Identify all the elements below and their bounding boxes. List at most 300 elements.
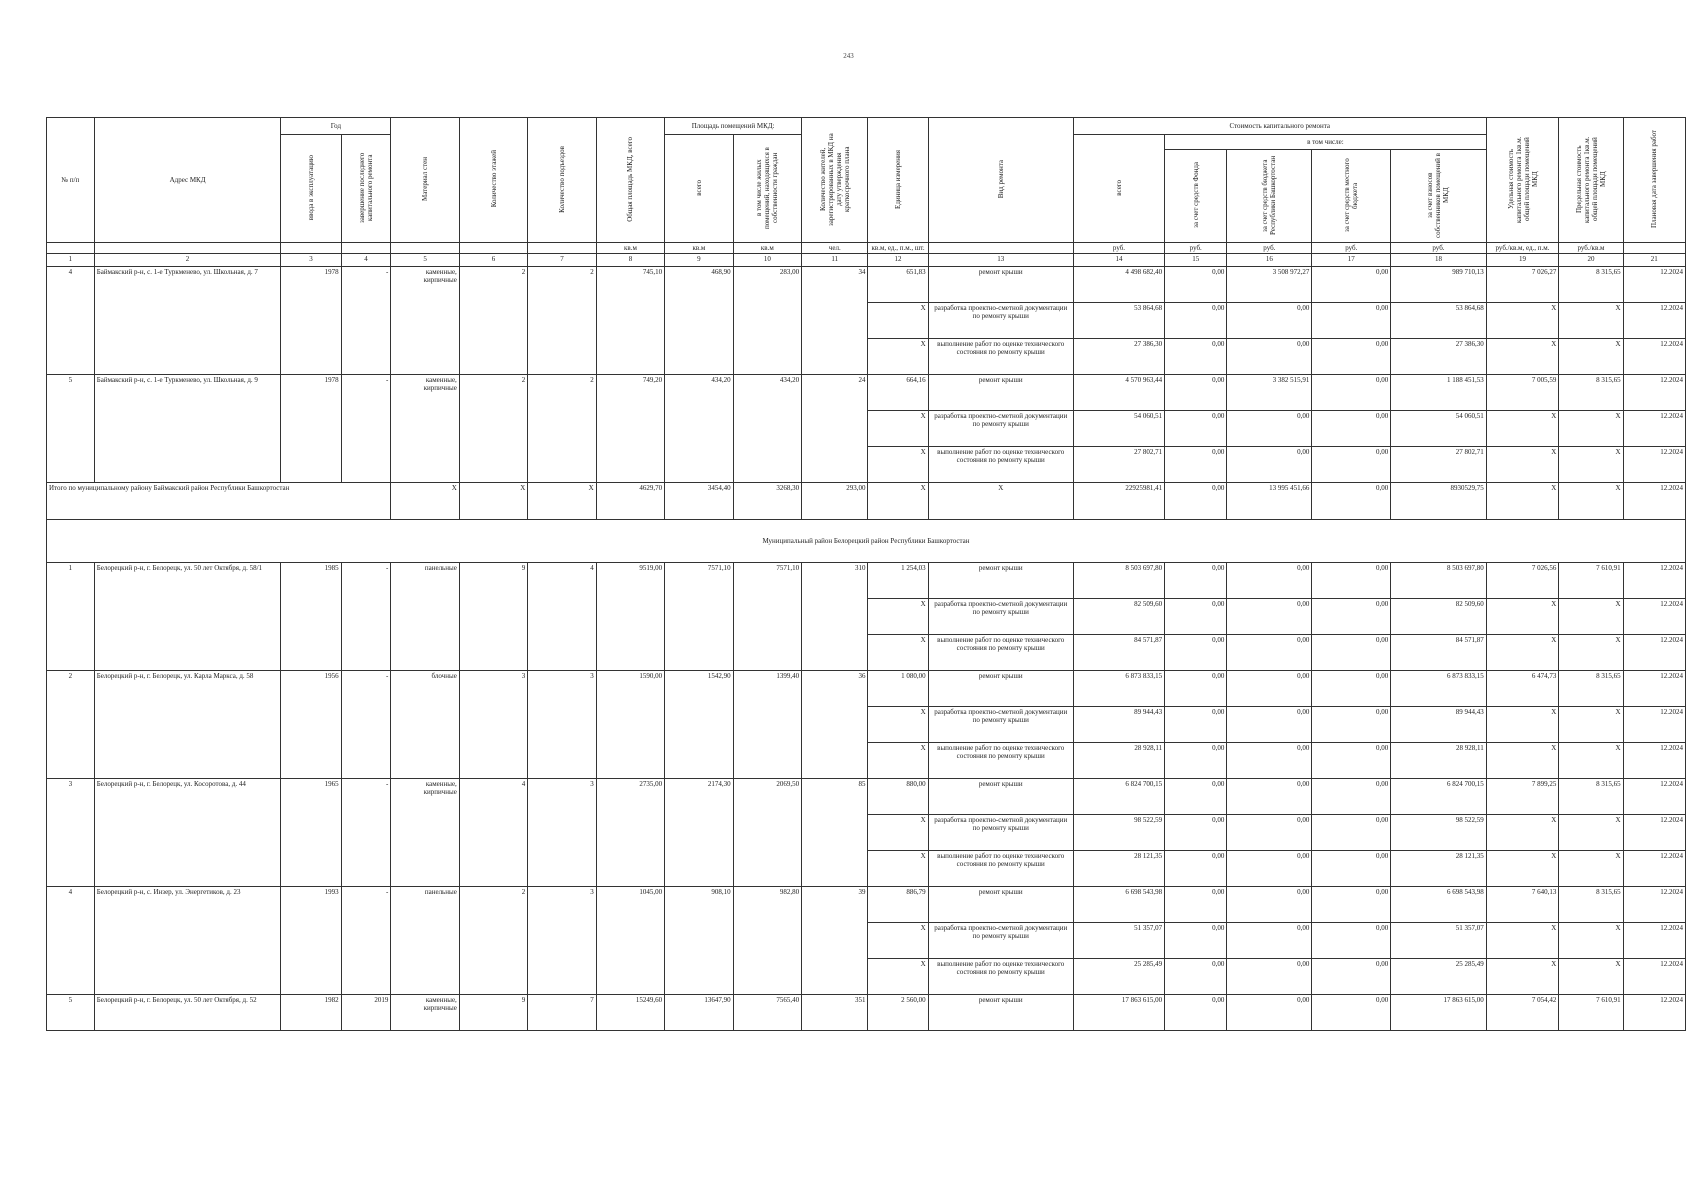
row-floors: 2 [459, 887, 527, 995]
row-residents: 24 [802, 375, 868, 483]
work-name: ремонт крыши [928, 563, 1073, 599]
work-owners: 54 060,51 [1391, 411, 1486, 447]
section-row [47, 520, 1686, 563]
work-spec-cost: X [1486, 339, 1559, 375]
work-local: 0,00 [1312, 375, 1391, 411]
work-local: 0,00 [1312, 815, 1391, 851]
unit-cell: руб. [1165, 243, 1227, 254]
capital-repair-table [46, 117, 1686, 1031]
total-max: X [1559, 483, 1623, 520]
work-date: 12.2024 [1623, 923, 1685, 959]
work-fund: 0,00 [1165, 959, 1227, 995]
work-date: 12.2024 [1623, 339, 1685, 375]
row-floors: 2 [459, 375, 527, 483]
total-row [47, 483, 1686, 520]
work-owners: 53 864,68 [1391, 303, 1486, 339]
header-republic: за счет средств бюджета Республики Башкортостан [1261, 155, 1278, 235]
work-owners: 1 188 451,53 [1391, 375, 1486, 411]
column-number: 21 [1623, 254, 1685, 267]
header-residents: Количество жителей, зарегистрированных в МКД на дату утверждения краткосрочного плана [818, 132, 851, 226]
header-year: Год [281, 118, 391, 135]
work-qty: X [868, 303, 928, 339]
total-residents: 293,00 [802, 483, 868, 520]
work-local: 0,00 [1312, 563, 1391, 599]
work-fund: 0,00 [1165, 743, 1227, 779]
work-local: 0,00 [1312, 411, 1391, 447]
header-max-cost: Предельная стоимость капитального ремонта 1кв.м. общей площади помещений МКД [1574, 135, 1607, 223]
work-max-cost: X [1559, 707, 1623, 743]
work-spec-cost: X [1486, 851, 1559, 887]
table-row [47, 995, 1686, 1031]
unit-cell: руб./кв.м, ед., п.м. [1486, 243, 1559, 254]
row-last-repair: - [341, 779, 391, 887]
total-area-owners: 3268,30 [733, 483, 801, 520]
work-qty: X [868, 851, 928, 887]
column-number: 9 [665, 254, 733, 267]
work-republic: 0,00 [1227, 851, 1312, 887]
work-republic: 0,00 [1227, 995, 1312, 1031]
column-number: 1 [47, 254, 95, 267]
work-max-cost: X [1559, 303, 1623, 339]
work-owners: 17 863 615,00 [1391, 995, 1486, 1031]
row-number: 4 [47, 267, 95, 375]
row-entrances: 3 [528, 671, 596, 779]
work-total: 51 357,07 [1073, 923, 1164, 959]
work-owners: 8 503 697,80 [1391, 563, 1486, 599]
row-total-area: 1045,00 [596, 887, 664, 995]
work-local: 0,00 [1312, 995, 1391, 1031]
work-fund: 0,00 [1165, 339, 1227, 375]
row-total-area: 1590,00 [596, 671, 664, 779]
row-number: 1 [47, 563, 95, 671]
work-max-cost: 8 315,65 [1559, 779, 1623, 815]
row-residents: 34 [802, 267, 868, 375]
column-number: 20 [1559, 254, 1623, 267]
work-date: 12.2024 [1623, 303, 1685, 339]
row-area-owners: 7565,40 [733, 995, 801, 1031]
row-last-repair: 2019 [341, 995, 391, 1031]
column-number: 7 [528, 254, 596, 267]
work-max-cost: 7 610,91 [1559, 563, 1623, 599]
work-max-cost: 8 315,65 [1559, 375, 1623, 411]
total-qty: X [868, 483, 928, 520]
column-number: 13 [928, 254, 1073, 267]
work-spec-cost: X [1486, 815, 1559, 851]
work-total: 4 570 963,44 [1073, 375, 1164, 411]
work-republic: 0,00 [1227, 411, 1312, 447]
work-fund: 0,00 [1165, 635, 1227, 671]
row-total-area: 9519,00 [596, 563, 664, 671]
work-spec-cost: X [1486, 707, 1559, 743]
column-number: 14 [1073, 254, 1164, 267]
row-number: 3 [47, 779, 95, 887]
row-address: Белорецкий р-н, г. Белорецк, ул. Карла Маркса, д. 58 [94, 671, 281, 779]
work-republic: 3 508 972,27 [1227, 267, 1312, 303]
row-floors: 4 [459, 779, 527, 887]
work-owners: 25 285,49 [1391, 959, 1486, 995]
work-total: 25 285,49 [1073, 959, 1164, 995]
row-address: Баймакский р-н, с. 1-е Туркменево, ул. Школьная, д. 7 [94, 267, 281, 375]
work-spec-cost: X [1486, 303, 1559, 339]
header-unit: Единица измерения [894, 149, 903, 209]
work-republic: 0,00 [1227, 779, 1312, 815]
table-row [47, 375, 1686, 411]
column-number: 8 [596, 254, 664, 267]
total-date: 12.2024 [1623, 483, 1685, 520]
row-area-owners: 283,00 [733, 267, 801, 375]
total-republic: 13 995 451,66 [1227, 483, 1312, 520]
header-year-commission: ввода в эксплуатацию [306, 154, 315, 221]
header-cost: Стоимость капитального ремонта [1073, 118, 1486, 135]
work-date: 12.2024 [1623, 267, 1685, 303]
work-qty: X [868, 411, 928, 447]
column-number: 15 [1165, 254, 1227, 267]
row-material: панельные [391, 563, 459, 671]
row-last-repair: - [341, 671, 391, 779]
work-max-cost: X [1559, 743, 1623, 779]
work-name: ремонт крыши [928, 887, 1073, 923]
work-qty: X [868, 743, 928, 779]
work-owners: 6 824 700,15 [1391, 779, 1486, 815]
header-num: № п/п [47, 118, 95, 243]
column-numbers-row [47, 254, 1686, 267]
total-spec: X [1486, 483, 1559, 520]
work-spec-cost: 7 054,42 [1486, 995, 1559, 1031]
work-max-cost: 8 315,65 [1559, 267, 1623, 303]
work-name: ремонт крыши [928, 267, 1073, 303]
header-address: Адрес МКД [94, 118, 281, 243]
header-work-type: Вид ремонта [996, 159, 1005, 199]
row-area-owners: 7571,10 [733, 563, 801, 671]
total-cost: 22925981,41 [1073, 483, 1164, 520]
total-x: X [459, 483, 527, 520]
table-row [47, 887, 1686, 923]
work-owners: 28 121,35 [1391, 851, 1486, 887]
row-material: каменные, кирпичные [391, 995, 459, 1031]
work-date: 12.2024 [1623, 563, 1685, 599]
row-total-area: 15249,60 [596, 995, 664, 1031]
header-floors: Количество этажей [489, 150, 498, 208]
row-floors: 9 [459, 995, 527, 1031]
work-qty: X [868, 959, 928, 995]
work-spec-cost: X [1486, 411, 1559, 447]
work-qty: X [868, 923, 928, 959]
work-owners: 27 386,30 [1391, 339, 1486, 375]
work-owners: 28 928,11 [1391, 743, 1486, 779]
row-last-repair: - [341, 267, 391, 375]
work-owners: 6 873 833,15 [1391, 671, 1486, 707]
work-local: 0,00 [1312, 599, 1391, 635]
work-name: выполнение работ по оценке технического состояния по ремонту крыши [928, 851, 1073, 887]
work-qty: 651,83 [868, 267, 928, 303]
units-row [47, 243, 1686, 254]
row-area-all: 1542,90 [665, 671, 733, 779]
work-total: 89 944,43 [1073, 707, 1164, 743]
work-republic: 0,00 [1227, 339, 1312, 375]
column-number: 17 [1312, 254, 1391, 267]
work-spec-cost: X [1486, 599, 1559, 635]
work-republic: 0,00 [1227, 303, 1312, 339]
work-qty: 1 080,00 [868, 671, 928, 707]
row-total-area: 2735,00 [596, 779, 664, 887]
row-year: 1978 [281, 375, 341, 483]
work-date: 12.2024 [1623, 851, 1685, 887]
row-material: блочные [391, 671, 459, 779]
work-name: разработка проектно-сметной документации по ремонту крыши [928, 707, 1073, 743]
work-spec-cost: X [1486, 635, 1559, 671]
row-entrances: 2 [528, 267, 596, 375]
header-premises-area: Площадь помещений МКД: [665, 118, 802, 135]
total-block [47, 483, 1686, 563]
work-max-cost: X [1559, 959, 1623, 995]
work-qty: X [868, 707, 928, 743]
row-last-repair: - [341, 887, 391, 995]
work-spec-cost: 6 474,73 [1486, 671, 1559, 707]
row-address: Баймакский р-н, с. 1-е Туркменево, ул. Школьная, д. 9 [94, 375, 281, 483]
row-entrances: 2 [528, 375, 596, 483]
work-owners: 51 357,07 [1391, 923, 1486, 959]
work-qty: 886,79 [868, 887, 928, 923]
work-total: 27 386,30 [1073, 339, 1164, 375]
column-number: 19 [1486, 254, 1559, 267]
work-name: разработка проектно-сметной документации по ремонту крыши [928, 411, 1073, 447]
total-owners: 8930529,75 [1391, 483, 1486, 520]
work-spec-cost: 7 899,25 [1486, 779, 1559, 815]
work-republic: 0,00 [1227, 707, 1312, 743]
work-spec-cost: 7 026,27 [1486, 267, 1559, 303]
work-republic: 0,00 [1227, 671, 1312, 707]
row-area-all: 468,90 [665, 267, 733, 375]
work-max-cost: X [1559, 851, 1623, 887]
work-qty: X [868, 815, 928, 851]
work-owners: 89 944,43 [1391, 707, 1486, 743]
row-year: 1965 [281, 779, 341, 887]
work-total: 28 121,35 [1073, 851, 1164, 887]
row-year: 1956 [281, 671, 341, 779]
column-number: 3 [281, 254, 341, 267]
work-local: 0,00 [1312, 743, 1391, 779]
column-number: 10 [733, 254, 801, 267]
row-residents: 310 [802, 563, 868, 671]
column-number: 5 [391, 254, 459, 267]
work-republic: 0,00 [1227, 923, 1312, 959]
row-area-all: 908,10 [665, 887, 733, 995]
work-fund: 0,00 [1165, 671, 1227, 707]
unit-cell: руб. [1391, 243, 1486, 254]
work-max-cost: X [1559, 815, 1623, 851]
header-deadline: Плановая дата завершения работ [1650, 129, 1659, 229]
row-area-owners: 982,80 [733, 887, 801, 995]
row-area-owners: 434,20 [733, 375, 801, 483]
work-date: 12.2024 [1623, 599, 1685, 635]
work-republic: 0,00 [1227, 599, 1312, 635]
unit-cell: руб. [1227, 243, 1312, 254]
column-number: 16 [1227, 254, 1312, 267]
work-max-cost: X [1559, 447, 1623, 483]
row-address: Белорецкий р-н, г. Белорецк, ул. Косоротова, д. 44 [94, 779, 281, 887]
work-date: 12.2024 [1623, 887, 1685, 923]
header-cost-total: всего [1114, 179, 1123, 196]
work-fund: 0,00 [1165, 887, 1227, 923]
unit-cell: кв.м [665, 243, 733, 254]
work-qty: X [868, 339, 928, 375]
work-date: 12.2024 [1623, 707, 1685, 743]
work-total: 27 802,71 [1073, 447, 1164, 483]
table-row [47, 267, 1686, 303]
header-area-total: всего [694, 179, 703, 196]
work-name: ремонт крыши [928, 995, 1073, 1031]
header-incl: в том числе: [1165, 135, 1487, 150]
row-floors: 9 [459, 563, 527, 671]
work-fund: 0,00 [1165, 563, 1227, 599]
work-owners: 27 802,71 [1391, 447, 1486, 483]
work-total: 17 863 615,00 [1073, 995, 1164, 1031]
work-local: 0,00 [1312, 779, 1391, 815]
work-date: 12.2024 [1623, 411, 1685, 447]
total-x: X [391, 483, 459, 520]
work-qty: 880,00 [868, 779, 928, 815]
total-label: Итого по муниципальному району Баймакский район Республики Башкортостан [47, 483, 391, 520]
work-name: разработка проектно-сметной документации по ремонту крыши [928, 815, 1073, 851]
work-fund: 0,00 [1165, 267, 1227, 303]
work-name: ремонт крыши [928, 375, 1073, 411]
column-number: 18 [1391, 254, 1486, 267]
column-number: 11 [802, 254, 868, 267]
work-name: разработка проектно-сметной документации по ремонту крыши [928, 303, 1073, 339]
table-row [47, 671, 1686, 707]
row-last-repair: - [341, 375, 391, 483]
row-year: 1982 [281, 995, 341, 1031]
work-total: 4 498 682,40 [1073, 267, 1164, 303]
total-area: 4629,70 [596, 483, 664, 520]
work-name: выполнение работ по оценке технического состояния по ремонту крыши [928, 447, 1073, 483]
work-fund: 0,00 [1165, 851, 1227, 887]
row-area-all: 434,20 [665, 375, 733, 483]
row-floors: 3 [459, 671, 527, 779]
unit-cell: кв.м [733, 243, 801, 254]
unit-cell: кв.м [596, 243, 664, 254]
work-fund: 0,00 [1165, 923, 1227, 959]
unit-cell: чел. [802, 243, 868, 254]
row-floors: 2 [459, 267, 527, 375]
work-spec-cost: 7 640,13 [1486, 887, 1559, 923]
work-spec-cost: 7 026,56 [1486, 563, 1559, 599]
work-max-cost: X [1559, 923, 1623, 959]
work-fund: 0,00 [1165, 375, 1227, 411]
row-residents: 39 [802, 887, 868, 995]
work-total: 6 873 833,15 [1073, 671, 1164, 707]
work-owners: 82 509,60 [1391, 599, 1486, 635]
work-name: разработка проектно-сметной документации по ремонту крыши [928, 599, 1073, 635]
row-address: Белорецкий р-н, с. Инзер, ул. Энергетиков, д. 23 [94, 887, 281, 995]
work-spec-cost: X [1486, 743, 1559, 779]
header-fund: за счет средств Фонда [1191, 162, 1200, 228]
row-material: каменные, кирпичные [391, 375, 459, 483]
work-qty: 664,16 [868, 375, 928, 411]
work-max-cost: X [1559, 411, 1623, 447]
total-x: X [528, 483, 596, 520]
row-area-all: 7571,10 [665, 563, 733, 671]
work-total: 53 864,68 [1073, 303, 1164, 339]
column-number: 4 [341, 254, 391, 267]
page-number: 243 [843, 52, 854, 60]
total-area-all: 3454,40 [665, 483, 733, 520]
work-max-cost: X [1559, 339, 1623, 375]
row-material: каменные, кирпичные [391, 267, 459, 375]
work-spec-cost: X [1486, 447, 1559, 483]
work-name: ремонт крыши [928, 671, 1073, 707]
row-area-owners: 2069,50 [733, 779, 801, 887]
header-local: за счет средств местного бюджета [1343, 158, 1360, 232]
work-total: 28 928,11 [1073, 743, 1164, 779]
unit-cell: руб./кв.м [1559, 243, 1623, 254]
work-total: 54 060,51 [1073, 411, 1164, 447]
row-address: Белорецкий р-н, г. Белорецк, ул. 50 лет Октября, д. 58/1 [94, 563, 281, 671]
row-last-repair: - [341, 563, 391, 671]
unit-cell: руб. [1073, 243, 1164, 254]
work-qty: 1 254,03 [868, 563, 928, 599]
work-total: 98 522,59 [1073, 815, 1164, 851]
work-date: 12.2024 [1623, 671, 1685, 707]
work-qty: X [868, 635, 928, 671]
work-date: 12.2024 [1623, 447, 1685, 483]
work-spec-cost: X [1486, 923, 1559, 959]
work-local: 0,00 [1312, 303, 1391, 339]
work-max-cost: X [1559, 635, 1623, 671]
row-number: 4 [47, 887, 95, 995]
work-name: выполнение работ по оценке технического состояния по ремонту крыши [928, 635, 1073, 671]
work-local: 0,00 [1312, 671, 1391, 707]
table-row [47, 563, 1686, 599]
row-total-area: 745,10 [596, 267, 664, 375]
header-material: Материал стен [421, 157, 430, 201]
work-fund: 0,00 [1165, 411, 1227, 447]
row-year: 1993 [281, 887, 341, 995]
row-number: 2 [47, 671, 95, 779]
work-fund: 0,00 [1165, 707, 1227, 743]
row-entrances: 3 [528, 887, 596, 995]
work-local: 0,00 [1312, 923, 1391, 959]
work-name: выполнение работ по оценке технического состояния по ремонту крыши [928, 743, 1073, 779]
header-year-last-repair: завершение последнего капитального ремонта [357, 152, 374, 223]
column-number: 2 [94, 254, 281, 267]
work-name: ремонт крыши [928, 779, 1073, 815]
work-name: разработка проектно-сметной документации по ремонту крыши [928, 923, 1073, 959]
row-area-all: 13647,90 [665, 995, 733, 1031]
column-number: 6 [459, 254, 527, 267]
header-owners: за счет взносов собственников помещений в МКД [1426, 152, 1451, 238]
work-date: 12.2024 [1623, 959, 1685, 995]
work-total: 84 571,87 [1073, 635, 1164, 671]
work-owners: 98 522,59 [1391, 815, 1486, 851]
unit-cell: кв.м, ед., п.м., шт. [868, 243, 928, 254]
work-fund: 0,00 [1165, 995, 1227, 1031]
total-local: 0,00 [1312, 483, 1391, 520]
work-republic: 0,00 [1227, 743, 1312, 779]
work-republic: 0,00 [1227, 447, 1312, 483]
work-republic: 0,00 [1227, 563, 1312, 599]
work-date: 12.2024 [1623, 995, 1685, 1031]
row-entrances: 7 [528, 995, 596, 1031]
work-republic: 0,00 [1227, 959, 1312, 995]
work-max-cost: 8 315,65 [1559, 887, 1623, 923]
row-area-all: 2174,30 [665, 779, 733, 887]
work-local: 0,00 [1312, 887, 1391, 923]
work-local: 0,00 [1312, 851, 1391, 887]
work-republic: 0,00 [1227, 887, 1312, 923]
work-local: 0,00 [1312, 339, 1391, 375]
row-area-owners: 1399,40 [733, 671, 801, 779]
